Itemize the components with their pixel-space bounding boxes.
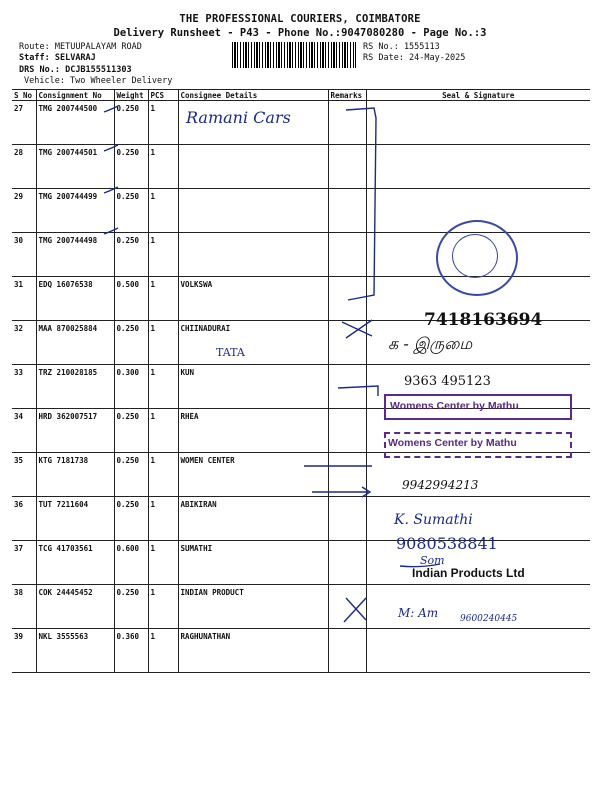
cell-cons: TCG 41703561 (36, 541, 114, 585)
tick-mark-28 (104, 145, 118, 151)
stamp-indian-products: Indian Products Ltd (412, 566, 525, 580)
cell-weight: 0.500 (114, 277, 148, 321)
handwriting-sign-39: M: Am (398, 606, 439, 620)
cell-sno: 32 (12, 321, 36, 365)
cell-pcs: 1 (148, 497, 178, 541)
cell-details: VOLKSWA (178, 277, 328, 321)
cross-mark-32 (342, 320, 372, 338)
cell-cons: MAA 870025884 (36, 321, 114, 365)
col-sno: S No (12, 90, 36, 101)
cell-details: RHEA (178, 409, 328, 453)
cell-weight: 0.250 (114, 101, 148, 145)
cell-pcs: 1 (148, 277, 178, 321)
company-seal-inner (452, 234, 498, 278)
cell-pcs: 1 (148, 585, 178, 629)
cell-weight: 0.360 (114, 629, 148, 673)
remarks-bracket (346, 108, 376, 300)
handwriting-phone-34: 9363 495123 (404, 374, 491, 389)
cell-sno: 35 (12, 453, 36, 497)
cell-cons: TMG 200744500 (36, 101, 114, 145)
cell-cons: NKL 3555563 (36, 629, 114, 673)
cell-pcs: 1 (148, 145, 178, 189)
cell-pcs: 1 (148, 453, 178, 497)
cell-sno: 30 (12, 233, 36, 277)
cell-cons: TMG 200744499 (36, 189, 114, 233)
route-value: METUUPALAYAM ROAD (54, 42, 142, 52)
cell-weight: 0.250 (114, 321, 148, 365)
cell-pcs: 1 (148, 101, 178, 145)
cell-pcs: 1 (148, 233, 178, 277)
cell-sno: 39 (12, 629, 36, 673)
col-weight: Weight (114, 90, 148, 101)
staff-label: Staff: (19, 53, 50, 63)
cell-pcs: 1 (148, 541, 178, 585)
drs-value: DCJB155511303 (65, 65, 132, 75)
tick-mark-27 (104, 106, 118, 112)
cell-cons: TMG 200744501 (36, 145, 114, 189)
rs-date: RS Date: 24-May-2025 (363, 53, 466, 63)
cell-pcs: 1 (148, 365, 178, 409)
cell-sno: 31 (12, 277, 36, 321)
cell-sno: 27 (12, 101, 36, 145)
col-seal: Seal & Signature (366, 90, 590, 101)
cell-cons: EDQ 16076538 (36, 277, 114, 321)
cell-weight: 0.250 (114, 145, 148, 189)
runsheet-subtitle: Delivery Runsheet - P43 - Phone No.:9047080280 - Page No.:3 (113, 27, 487, 39)
cell-weight: 0.300 (114, 365, 148, 409)
cell-details: WOMEN CENTER (178, 453, 328, 497)
tick-mark-30 (104, 228, 118, 234)
handwriting-phone-36: 9942994213 (402, 478, 479, 492)
cell-details: SUMATHI (178, 541, 328, 585)
cell-details: ABIKIRAN (178, 497, 328, 541)
handwriting-phone-37: 9080538841 (396, 534, 498, 553)
cell-weight: 0.250 (114, 585, 148, 629)
cell-sno: 33 (12, 365, 36, 409)
drs-label: DRS No.: (19, 65, 60, 75)
col-pcs: PCS (148, 90, 178, 101)
cell-weight: 0.250 (114, 233, 148, 277)
tick-mark-29 (104, 187, 118, 193)
company-title: THE PROFESSIONAL COURIERS, COIMBATORE (179, 13, 421, 25)
col-consignee: Consignee Details (178, 90, 328, 101)
vehicle-line: Vehicle: Two Wheeler Delivery (24, 76, 173, 86)
cell-details: CHIINADURAI (178, 321, 328, 365)
cell-weight: 0.250 (114, 189, 148, 233)
cell-cons: HRD 362007517 (36, 409, 114, 453)
cell-sno: 28 (12, 145, 36, 189)
cell-sno: 38 (12, 585, 36, 629)
handwriting-phone-32: 7418163694 (424, 310, 543, 330)
cell-sno: 36 (12, 497, 36, 541)
staff-value: SELVARAJ (54, 53, 96, 63)
cell-sno: 34 (12, 409, 36, 453)
stamp-women-34: Womens Center by Mathu (390, 400, 519, 412)
cell-pcs: 1 (148, 409, 178, 453)
rs-number: RS No.: 1555113 (363, 42, 440, 52)
handwriting-name-37: K. Sumathi (394, 512, 473, 528)
cell-details: KUN (178, 365, 328, 409)
col-consignment: Consignment No (36, 90, 114, 101)
cell-cons: TUT 7211604 (36, 497, 114, 541)
cell-pcs: 1 (148, 629, 178, 673)
cell-cons: TRZ 210028185 (36, 365, 114, 409)
handwriting-tamil-32: க - இருமை (388, 334, 473, 353)
handwriting-ramani: Ramani Cars (186, 108, 291, 127)
route-label: Route: (19, 42, 50, 52)
cell-weight: 0.250 (114, 409, 148, 453)
cell-sno: 29 (12, 189, 36, 233)
col-remarks: Remarks (328, 90, 366, 101)
handwriting-tata: TATA (216, 346, 245, 359)
handwriting-phone-39: 9600240445 (460, 614, 518, 624)
cell-sno: 37 (12, 541, 36, 585)
arrow-36 (312, 487, 370, 497)
handwriting-sign-38: Som (420, 554, 445, 567)
cell-pcs: 1 (148, 189, 178, 233)
cell-details: INDIAN PRODUCT (178, 585, 328, 629)
cell-cons: KTG 7181738 (36, 453, 114, 497)
cell-weight: 0.600 (114, 541, 148, 585)
cell-weight: 0.250 (114, 497, 148, 541)
cell-pcs: 1 (148, 321, 178, 365)
stamp-women-35: Womens Center by Mathu (388, 437, 517, 449)
cell-cons: COK 24445452 (36, 585, 114, 629)
cell-weight: 0.250 (114, 453, 148, 497)
remarks-line-34 (338, 386, 378, 396)
cell-details: RAGHUNATHAN (178, 629, 328, 673)
cell-cons: TMG 200744498 (36, 233, 114, 277)
cross-mark-39 (344, 598, 366, 622)
